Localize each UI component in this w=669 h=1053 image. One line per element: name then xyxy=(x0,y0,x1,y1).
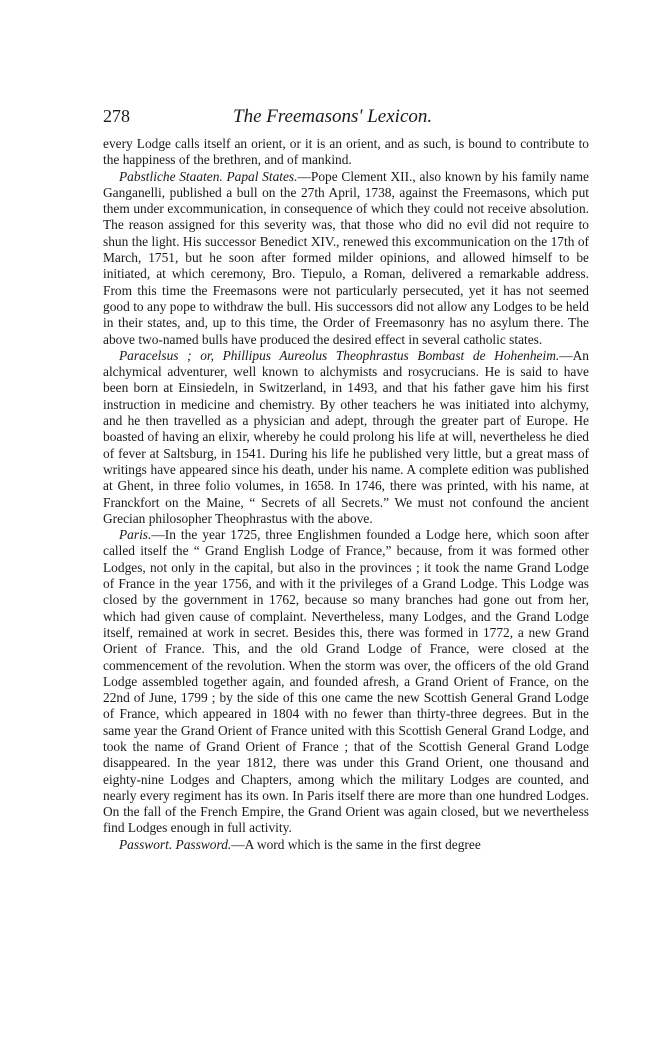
entry-text: —In the year 1725, three Englishmen founded a Lodge here, which soon after called itself the “ Grand English Lodge of France,” because, from it was formed other Lodges, not only in the capital, but also in the provinces ; it took the name Grand Lodge of France in the year 1756, and with it the privileges of a Grand Lodge. This Lodge was closed by the government in 1762, because so many branches had gone out from her, which had given cause of complaint. Nevertheless, many Lodges, and the Grand Lodge itself, remained at work in secret. Besides this, there was formed in 1772, a new Grand Orient of France. This, and the old Grand Lodge of France, were closed at the commencement of the revolution. When the storm was over, the officers of the old Grand Lodge assembled together again, and founded afresh, a Grand Orient of France, on the 22nd of June, 1799 ; by the side of this one came the new Scottish General Grand Lodge of France, which appeared in 1804 with no fewer than thirty-three degrees. But in the same year the Grand Orient of France united with this Scottish General Grand Lodge, and took the name of Grand Orient of France ; that of the Scottish General Grand Lodge disappeared. In the year 1812, there was under this Grand Orient, one thousand and eighty-nine Lodges and Chapters, among which the military Lodges are counted, and nearly every regiment has its own. In Paris itself there are more than one hundred Lodges. On the fall of the French Empire, the Grand Orient was again closed, but we nevertheless find Lodges enough in full activity. xyxy=(103,527,589,836)
entry-password xyxy=(103,837,589,853)
entry-paris xyxy=(103,527,589,837)
entry-text: —Pope Clement XII., also known by his family name Ganganelli, published a bull on the 27th April, 1738, against the Freemasons, which put them under excommunication, in consequence of which they could not receive absolution. The reason assigned for this severity was, that those who did no evil did not require to shun the light. His successor Benedict XIV., renewed this excommunication on the 17th of March, 1751, but he soon after formed milder opinions, and allowed himself to be initiated, at which ceremony, Bro. Tiepulo, a Roman, delivered a remarkable address. From this time the Freemasons were not particularly persecuted, yet it has not seemed good to any pope to withdraw the bull. His successors did not allow any Lodges to be held in their states, and, up to this time, the Order of Freemasonry has no asylum there. The above two-named bulls have produced the desired effect in several catholic states. xyxy=(103,168,589,347)
entry-text: every Lodge calls itself an orient, or it is an orient, and as such, is bound to contribute to the happiness of the brethren, and of mankind. xyxy=(103,136,589,168)
body-text xyxy=(103,136,589,853)
entry-term: Paris. xyxy=(119,527,152,543)
entry-papal-states xyxy=(103,169,589,348)
entry-text: —An alchymical adventurer, well known to alchymists and rosycrucians. He is said to have been born at Einsiedeln, in Switzerland, in 1493, and that his father gave him his first instruction in medicine and chemistry. By other teachers he was initiated into alchymy, and he then travelled as a physician and adept, through the greater part of Europe. He boasted of having an elixir, whereby he could prolong his life at will, nevertheless he died of fever at Saltsburg, in 1541. During his life he published very little, but a great mass of writings have appeared since his death, under his name. A complete edition was published at Ghent, in three folio volumes, in 1658. In 1746, there was printed, with his name, at Franckfort on the Maine, “ Secrets of all Secrets.” We must not confound the ancient Grecian philosopher Theophrastus with the above. xyxy=(103,347,589,526)
entry-term: Passwort. Password. xyxy=(119,836,232,852)
entry-term: Paracelsus ; or, Phillipus Aureolus Theophrastus Bombast de Hohenheim. xyxy=(119,347,560,363)
entry-term: Pabstliche Staaten. Papal States. xyxy=(119,168,298,184)
entry-text: —A word which is the same in the first degree xyxy=(231,836,481,852)
page-header xyxy=(103,106,589,130)
running-title: The Freemasons' Lexicon. xyxy=(233,106,433,127)
entry-continuation xyxy=(103,136,589,169)
page-number: 278 xyxy=(103,106,130,126)
entry-paracelsus xyxy=(103,348,589,527)
